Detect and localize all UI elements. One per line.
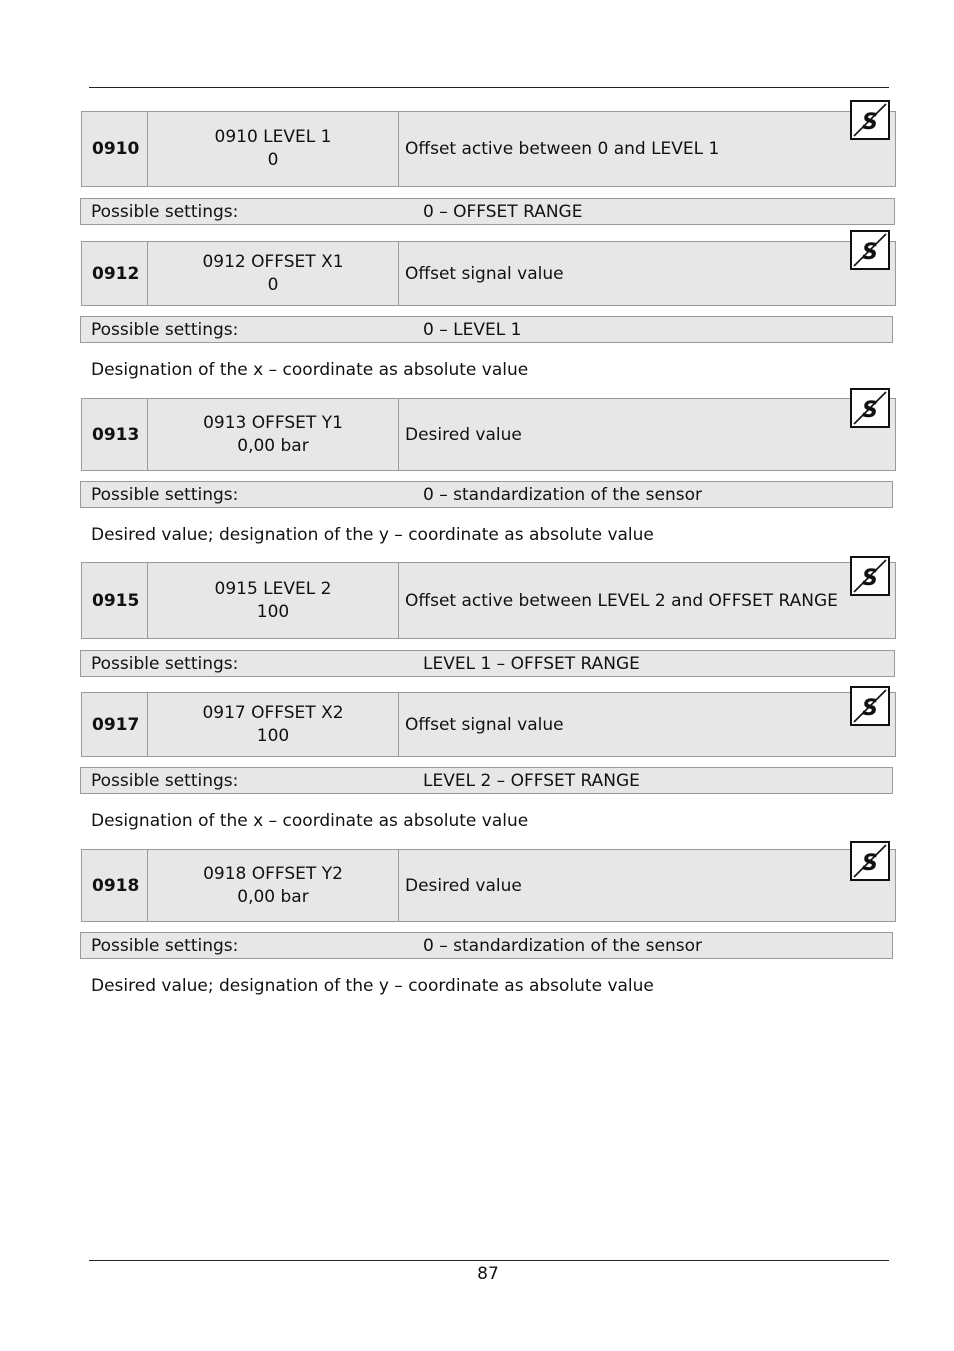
display-line-2: 0,00 bar: [237, 435, 309, 456]
possible-settings-label: Possible settings:: [91, 319, 239, 340]
display-line-2: 100: [256, 601, 290, 622]
display-line-2: 0: [267, 150, 279, 170]
possible-settings-value: LEVEL 2 – OFFSET RANGE: [423, 770, 640, 791]
param-code: 0915: [82, 563, 148, 638]
possible-settings-0918: [80, 932, 893, 959]
param-description: Desired value: [405, 424, 522, 445]
possible-settings-value: 0 – OFFSET RANGE: [423, 201, 583, 222]
param-description: Offset active between 0 and LEVEL 1: [405, 139, 720, 159]
note-text: Designation of the x – coordinate as absolute value: [91, 811, 529, 831]
param-code: 0913: [82, 399, 148, 470]
svg-text:S: S: [862, 851, 878, 876]
param-description: Desired value: [405, 875, 522, 896]
param-display: [148, 563, 399, 638]
display-line-1: 0913 OFFSET Y1: [203, 412, 343, 433]
settings-key-icon: [850, 686, 890, 726]
svg-text:S: S: [862, 566, 878, 591]
possible-settings-value: 0 – standardization of the sensor: [423, 935, 702, 956]
param-description: Offset signal value: [405, 714, 564, 735]
footer-rule: [89, 1260, 889, 1261]
param-row-0913: [81, 398, 896, 471]
param-display: [148, 112, 399, 186]
possible-settings-label: Possible settings:: [91, 935, 239, 956]
possible-settings-0910: [80, 198, 895, 225]
param-display: [148, 242, 399, 305]
note-text: Desired value; designation of the y – coordinate as absolute value: [91, 525, 654, 545]
settings-key-icon: [850, 100, 890, 140]
display-line-1: 0915 LEVEL 2: [214, 578, 332, 599]
possible-settings-0915: [80, 650, 895, 677]
param-row-0910: [81, 111, 896, 187]
param-row-0917: [81, 692, 896, 757]
param-display: [148, 399, 399, 470]
param-display: [148, 850, 399, 921]
param-row-0918: [81, 849, 896, 922]
page-number: 87: [477, 1264, 499, 1284]
param-row-0912: [81, 241, 896, 306]
settings-key-icon: [850, 556, 890, 596]
param-row-0915: [81, 562, 896, 639]
param-code: 0912: [82, 242, 148, 305]
svg-text:S: S: [862, 398, 878, 423]
display-line-1: 0917 OFFSET X2: [202, 702, 344, 723]
display-line-2: 100: [256, 725, 290, 746]
possible-settings-0917: [80, 767, 893, 794]
note-text: Designation of the x – coordinate as absolute value: [91, 360, 529, 380]
svg-text:S: S: [862, 110, 878, 135]
display-line-2: 0,00 bar: [237, 886, 309, 907]
possible-settings-label: Possible settings:: [91, 653, 239, 674]
possible-settings-label: Possible settings:: [91, 201, 239, 222]
possible-settings-label: Possible settings:: [91, 770, 239, 791]
svg-text:S: S: [862, 240, 878, 265]
param-code: 0917: [82, 693, 148, 756]
header-rule: [89, 87, 889, 88]
possible-settings-label: Possible settings:: [91, 484, 239, 505]
possible-settings-value: 0 – standardization of the sensor: [423, 484, 702, 505]
display-line-1: 0912 OFFSET X1: [202, 251, 344, 272]
note-text: Desired value; designation of the y – coordinate as absolute value: [91, 976, 654, 996]
display-line-1: 0910 LEVEL 1: [214, 127, 332, 147]
param-description: Offset signal value: [405, 263, 564, 284]
possible-settings-0913: [80, 481, 893, 508]
possible-settings-0912: [80, 316, 893, 343]
possible-settings-value: 0 – LEVEL 1: [423, 319, 522, 340]
settings-key-icon: [850, 230, 890, 270]
settings-key-icon: [850, 841, 890, 881]
display-line-2: 0: [267, 274, 279, 295]
param-code: 0910: [82, 112, 148, 186]
display-line-1: 0918 OFFSET Y2: [203, 863, 343, 884]
param-display: [148, 693, 399, 756]
param-code: 0918: [82, 850, 148, 921]
param-description: Offset active between LEVEL 2 and OFFSET RANGE: [405, 590, 838, 611]
svg-text:S: S: [862, 696, 878, 721]
settings-key-icon: [850, 388, 890, 428]
possible-settings-value: LEVEL 1 – OFFSET RANGE: [423, 653, 640, 674]
